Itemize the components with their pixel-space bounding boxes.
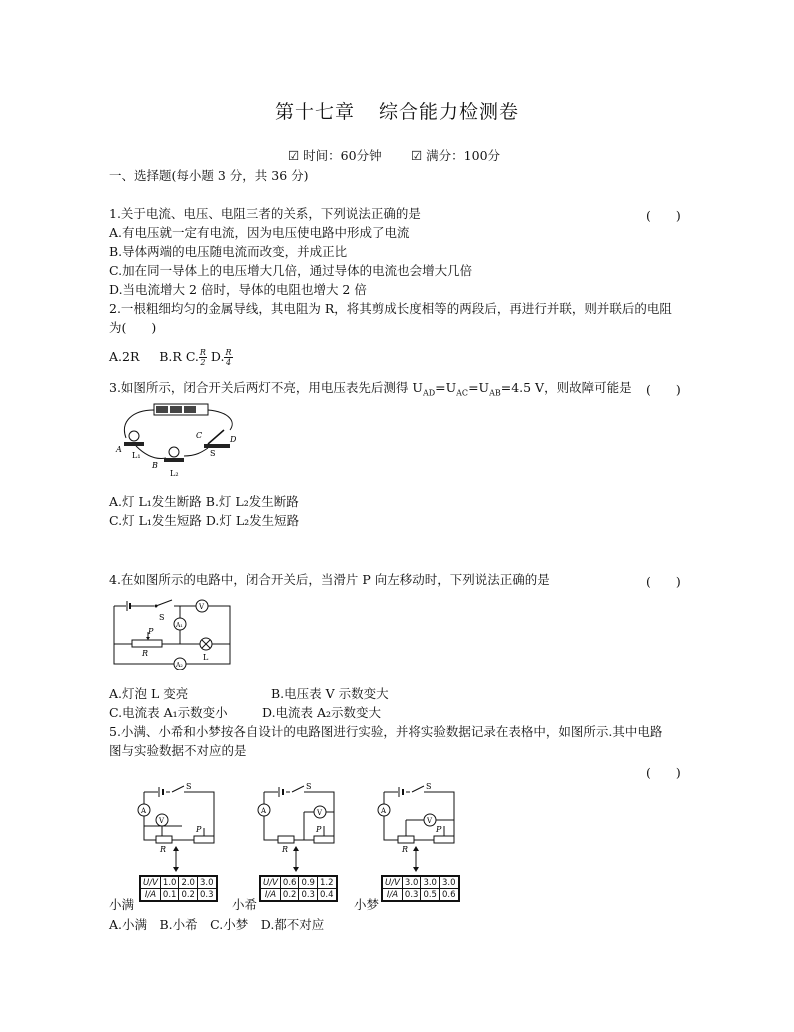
q3-label-l2: L₂ — [170, 469, 179, 478]
q2-stem-line1: 2.一根粗细均匀的金属导线，其电阻为 R，将其剪成长度相等的两段后，再进行并联，则并联后的电阻 — [109, 301, 672, 316]
q4-option-d: D.电流表 A₂示数变大 — [262, 705, 382, 720]
svg-text:S: S — [186, 782, 192, 791]
q3-circuit-figure — [112, 400, 242, 482]
q4-label-l: L — [203, 653, 209, 662]
q3-options-ab: A.灯 L₁发生断路 B.灯 L₂发生断路 — [109, 494, 299, 509]
q4-stem: 4.在如图所示的电路中，闭合开关后，当滑片 P 向左移动时，下列说法正确的是 — [109, 572, 550, 587]
q1-stem: 1.关于电流、电压、电阻三者的关系，下列说法正确的是 — [109, 206, 421, 221]
q2-option-b: B.R — [159, 349, 182, 364]
q5-name-xiaomeng: 小梦 — [354, 897, 380, 912]
q5-answer-blank[interactable]: ( ) — [646, 765, 681, 780]
table-row: I/A 0.3 0.5 0.6 — [383, 889, 459, 901]
svg-text:R: R — [160, 845, 167, 854]
q1-option-b: B.导体两端的电压随电流而改变，并成正比 — [109, 244, 348, 259]
svg-text:P: P — [436, 825, 442, 834]
table-row: U/V 1.0 2.0 3.0 — [141, 877, 217, 889]
svg-text:S: S — [306, 782, 312, 791]
svg-text:V: V — [159, 817, 165, 825]
q4-option-b: B.电压表 V 示数变大 — [271, 686, 389, 701]
q1-option-c: C.加在同一导体上的电压增大几倍，通过导体的电流也会增大几倍 — [109, 263, 473, 278]
time-label: ☑ 时间：60分钟 — [288, 148, 382, 163]
q1-answer-blank[interactable]: ( ) — [646, 208, 681, 223]
svg-text:P: P — [316, 825, 322, 834]
q4-label-a1: A₁ — [176, 622, 183, 629]
q4-option-c: C.电流表 A₁示数变小 — [109, 705, 228, 720]
q2-option-c: C. — [185, 349, 199, 364]
q4-answer-blank[interactable]: ( ) — [646, 574, 681, 589]
q3-label-b: B — [152, 461, 158, 470]
table-row: I/A 0.1 0.2 0.3 — [141, 889, 217, 901]
q4-label-v: V — [199, 603, 205, 611]
title-label: 综合能力检测卷 — [379, 101, 520, 123]
q2-fraction-d: $\frac{R}{4}$ — [225, 348, 232, 367]
q5-circuit-xiaoman — [132, 780, 224, 872]
table-row: U/V 3.0 3.0 3.0 — [383, 877, 459, 889]
q5-circuit-xiaoxi — [252, 780, 344, 872]
q2-stem-line2: 为( ) — [109, 320, 157, 335]
q3-label-a: A — [116, 445, 122, 454]
q5-name-xiaoman: 小满 — [109, 897, 135, 912]
q1-option-a: A.有电压就一定有电流，因为电压使电路中形成了电流 — [109, 225, 410, 240]
q3-label-l1: L₁ — [132, 451, 141, 460]
q4-label-a2: A₂ — [176, 662, 183, 669]
svg-text:A: A — [141, 807, 147, 815]
q4-label-r: R — [142, 649, 149, 658]
q5-options: A.小满 B.小希 C.小梦 D.都不对应 — [109, 917, 325, 932]
svg-text:R: R — [402, 845, 409, 854]
page-title — [0, 97, 794, 124]
q5-stem-line1: 5.小满、小希和小梦按各自设计的电路图进行实验，并将实验数据记录在表格中，如图所示.其中电路 — [109, 724, 663, 739]
svg-text:S: S — [426, 782, 432, 791]
svg-text:V: V — [317, 809, 323, 817]
q5-name-xiaoxi: 小希 — [232, 897, 258, 912]
q5-stem-line2: 图与实验数据不对应的是 — [109, 743, 247, 758]
q3-options-cd: C.灯 L₁发生短路 D.灯 L₂发生短路 — [109, 513, 300, 528]
q1-option-d: D.当电流增大 2 倍时，导体的电阻也增大 2 倍 — [109, 282, 367, 297]
q3-label-s: S — [210, 449, 216, 458]
q4-label-s: S — [159, 613, 165, 622]
svg-text:A: A — [381, 807, 387, 815]
score-label: ☑ 满分：100分 — [411, 148, 501, 163]
q4-option-a: A.灯泡 L 变亮 — [109, 686, 189, 701]
section-heading: 一、选择题(每小题 3 分，共 36 分) — [109, 168, 309, 183]
svg-text:V: V — [427, 817, 433, 825]
q5-circuit-xiaomeng — [372, 780, 464, 872]
q5-table-xiaomeng — [382, 876, 459, 901]
q2-option-a: A.2R — [109, 349, 140, 364]
table-row: U/V 0.6 0.9 1.2 — [261, 877, 337, 889]
q2-fraction-c: $\frac{R}{2}$ — [199, 348, 206, 367]
q4-circuit-figure — [110, 596, 234, 670]
svg-text:A: A — [261, 807, 267, 815]
table-row: I/A 0.2 0.3 0.4 — [261, 889, 337, 901]
q3-stem: 3.如图所示，闭合开关后两灯不亮，用电压表先后测得 $U_{AD}=U_{AC}=U_{AB}=4.5$ V，则故障可能是 — [109, 380, 632, 398]
q3-answer-blank[interactable]: ( ) — [646, 382, 681, 397]
svg-text:P: P — [196, 825, 202, 834]
q4-label-p: P — [148, 627, 154, 636]
svg-text:R: R — [282, 845, 289, 854]
chapter-label: 第十七章 — [274, 101, 355, 123]
q3-label-d: D — [230, 435, 237, 444]
q5-table-xiaoxi — [260, 876, 337, 901]
q2-options — [109, 346, 233, 368]
q2-option-d: D. — [210, 349, 225, 364]
q3-label-c: C — [196, 431, 203, 440]
q5-table-xiaoman — [140, 876, 217, 901]
